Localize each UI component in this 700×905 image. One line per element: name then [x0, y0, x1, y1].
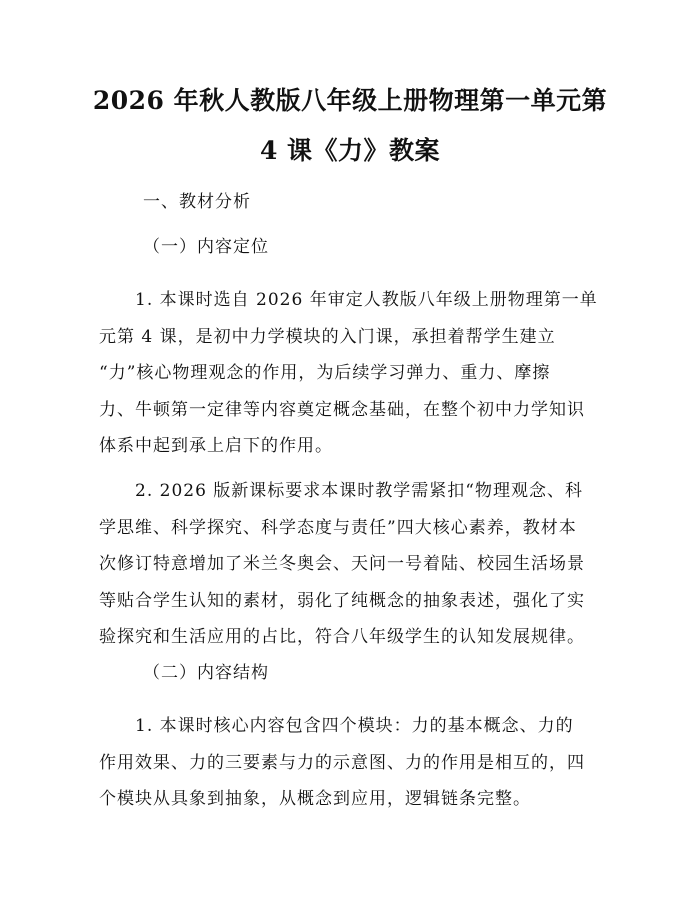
paragraph-line: 1. 本课时选自 2026 年审定人教版八年级上册物理第一单 [99, 290, 598, 310]
paragraph-content-structure-1 [99, 708, 601, 818]
document-title-line-1: 2026 年秋人教版八年级上册物理第一单元第 [92, 86, 608, 115]
paragraph-line: 2. 2026 版新课标要求本课时教学需紧扣“物理观念、科 [99, 481, 583, 501]
paragraph-line: 力、牛顿第一定律等内容奠定概念基础，在整个初中力学知识 [99, 399, 585, 420]
paragraph-line: 学思维、科学探究、科学态度与责任”四大核心素养，教材本 [99, 517, 577, 538]
paragraph-line: 验探究和生活应用的占比，符合八年级学生的认知发展规律。 [99, 627, 585, 647]
paragraph-line: 元第 4 课，是初中力学模块的入门课，承担着帮学生建立 [99, 326, 556, 347]
subsection-heading-content-positioning: （一）内容定位 [143, 237, 269, 257]
paragraph-content-positioning-1 [99, 282, 601, 465]
paragraph-line: 1. 本课时核心内容包含四个模块：力的基本概念、力的 [99, 716, 574, 736]
paragraph-line: “力”核心物理观念的作用，为后续学习弹力、重力、摩擦 [99, 363, 551, 383]
document-title-line-2: 4 课《力》教案 [259, 136, 441, 165]
paragraph-line: 个模块从具象到抽象，从概念到应用，逻辑链条完整。 [99, 789, 531, 809]
paragraph-content-positioning-2 [99, 473, 601, 656]
paragraph-line: 次修订特意增加了米兰冬奥会、天问一号着陆、校园生活场景 [99, 554, 585, 574]
paragraph-line: 作用效果、力的三要素与力的示意图、力的作用是相互的，四 [99, 752, 585, 773]
subsection-heading-content-structure: （二）内容结构 [143, 663, 269, 683]
paragraph-line: 体系中起到承上启下的作用。 [99, 436, 333, 456]
section-heading-teaching-material-analysis: 一、教材分析 [143, 192, 251, 212]
paragraph-line: 等贴合学生认知的素材，弱化了纯概念的抽象表述，强化了实 [99, 590, 585, 611]
